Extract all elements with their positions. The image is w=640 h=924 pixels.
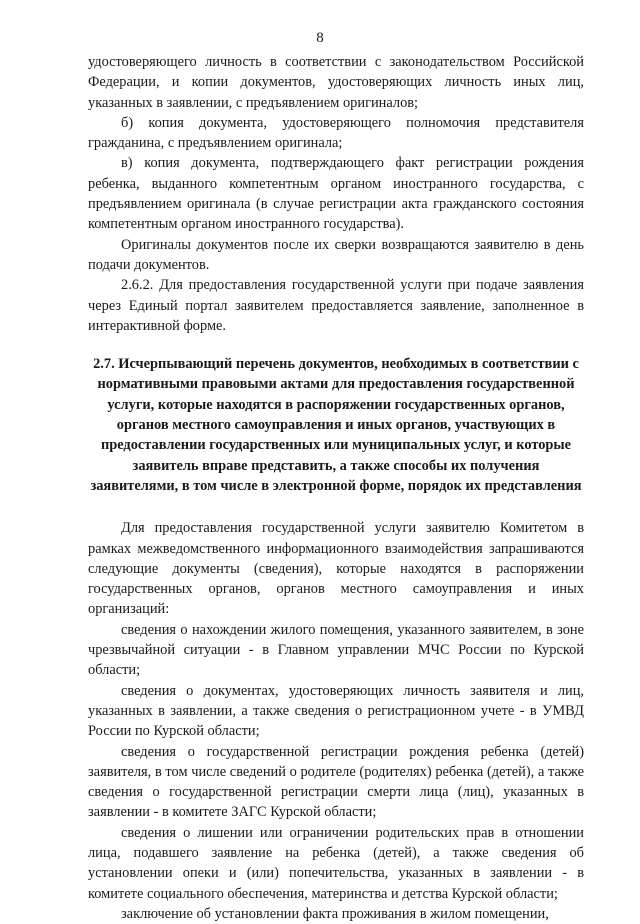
paragraph: в) копия документа, подтверждающего факт регистрации рождения ребенка, выданного компетентным органом иностранного государства, с предъявлением оригинала (в случае регистрации акта гражданского состояния компетентным органом иностранного государства). xyxy=(88,155,584,233)
section-heading: 2.7. Исчерпывающий перечень документов, необходимых в соответствии с нормативными правовыми актами для предоставления государственной услуги, которые находятся в распоряжении государственных органов, органов местного самоуправления и иных органов, участвующих в предоставлении государственных или муниципальных услуг, и которые заявитель вправе представить, а также способы их получения заявителями, в том числе в электронной форме, порядок их представления xyxy=(90,356,582,494)
page-number: 8 xyxy=(316,30,324,46)
list-item: сведения о нахождении жилого помещения, указанного заявителем, в зоне чрезвычайной ситуации - в Главном управлении МЧС России по Курской области; xyxy=(88,621,584,679)
paragraph: Для предоставления государственной услуги заявителю Комитетом в рамках межведомственного информационного взаимодействия запрашиваются следующие документы (сведения), которые находятся в распоряжении государственных органов, органов местного самоуправления и иных организаций: xyxy=(88,520,584,618)
paragraph: 2.6.2. Для предоставления государственной услуги при подаче заявления через Единый портал заявителем предоставляется заявление, заполненное в интерактивной форме. xyxy=(88,277,584,334)
list-item: сведения о документах, удостоверяющих личность заявителя и лиц, указанных в заявлении, а также сведения о регистрационном учете - в УМВД России по Курской области; xyxy=(88,682,584,740)
paragraph: Оригиналы документов после их сверки возвращаются заявителю в день подачи документов. xyxy=(88,236,584,273)
document-body xyxy=(88,52,584,924)
list-item: сведения о государственной регистрации рождения ребенка (детей) заявителя, в том числе сведений о родителе (родителях) ребенка (детей), а также сведения о государственной регистрации смерти лица (лиц), указанных в заявлении - в комитете ЗАГС Курской области; xyxy=(88,743,584,821)
paragraph: удостоверяющего личность в соответствии с законодательством Российской Федерации, и копии документов, удостоверяющих личность иных лиц, указанных в заявлении, с предъявлением оригиналов; xyxy=(88,54,584,111)
paragraph: б) копия документа, удостоверяющего полномочия представителя гражданина, с предъявлением оригинала; xyxy=(88,114,584,152)
list-item: сведения о лишении или ограничении родительских прав в отношении лица, подавшего заявление на ребенка (детей), а также сведения об установлении опеки и (или) попечительства, указанных в заявлении - в комитете социального обеспечения, материнства и детства Курской области; xyxy=(88,824,584,902)
list-item: заключение об установлении факта проживания в жилом помещении, xyxy=(121,905,549,922)
